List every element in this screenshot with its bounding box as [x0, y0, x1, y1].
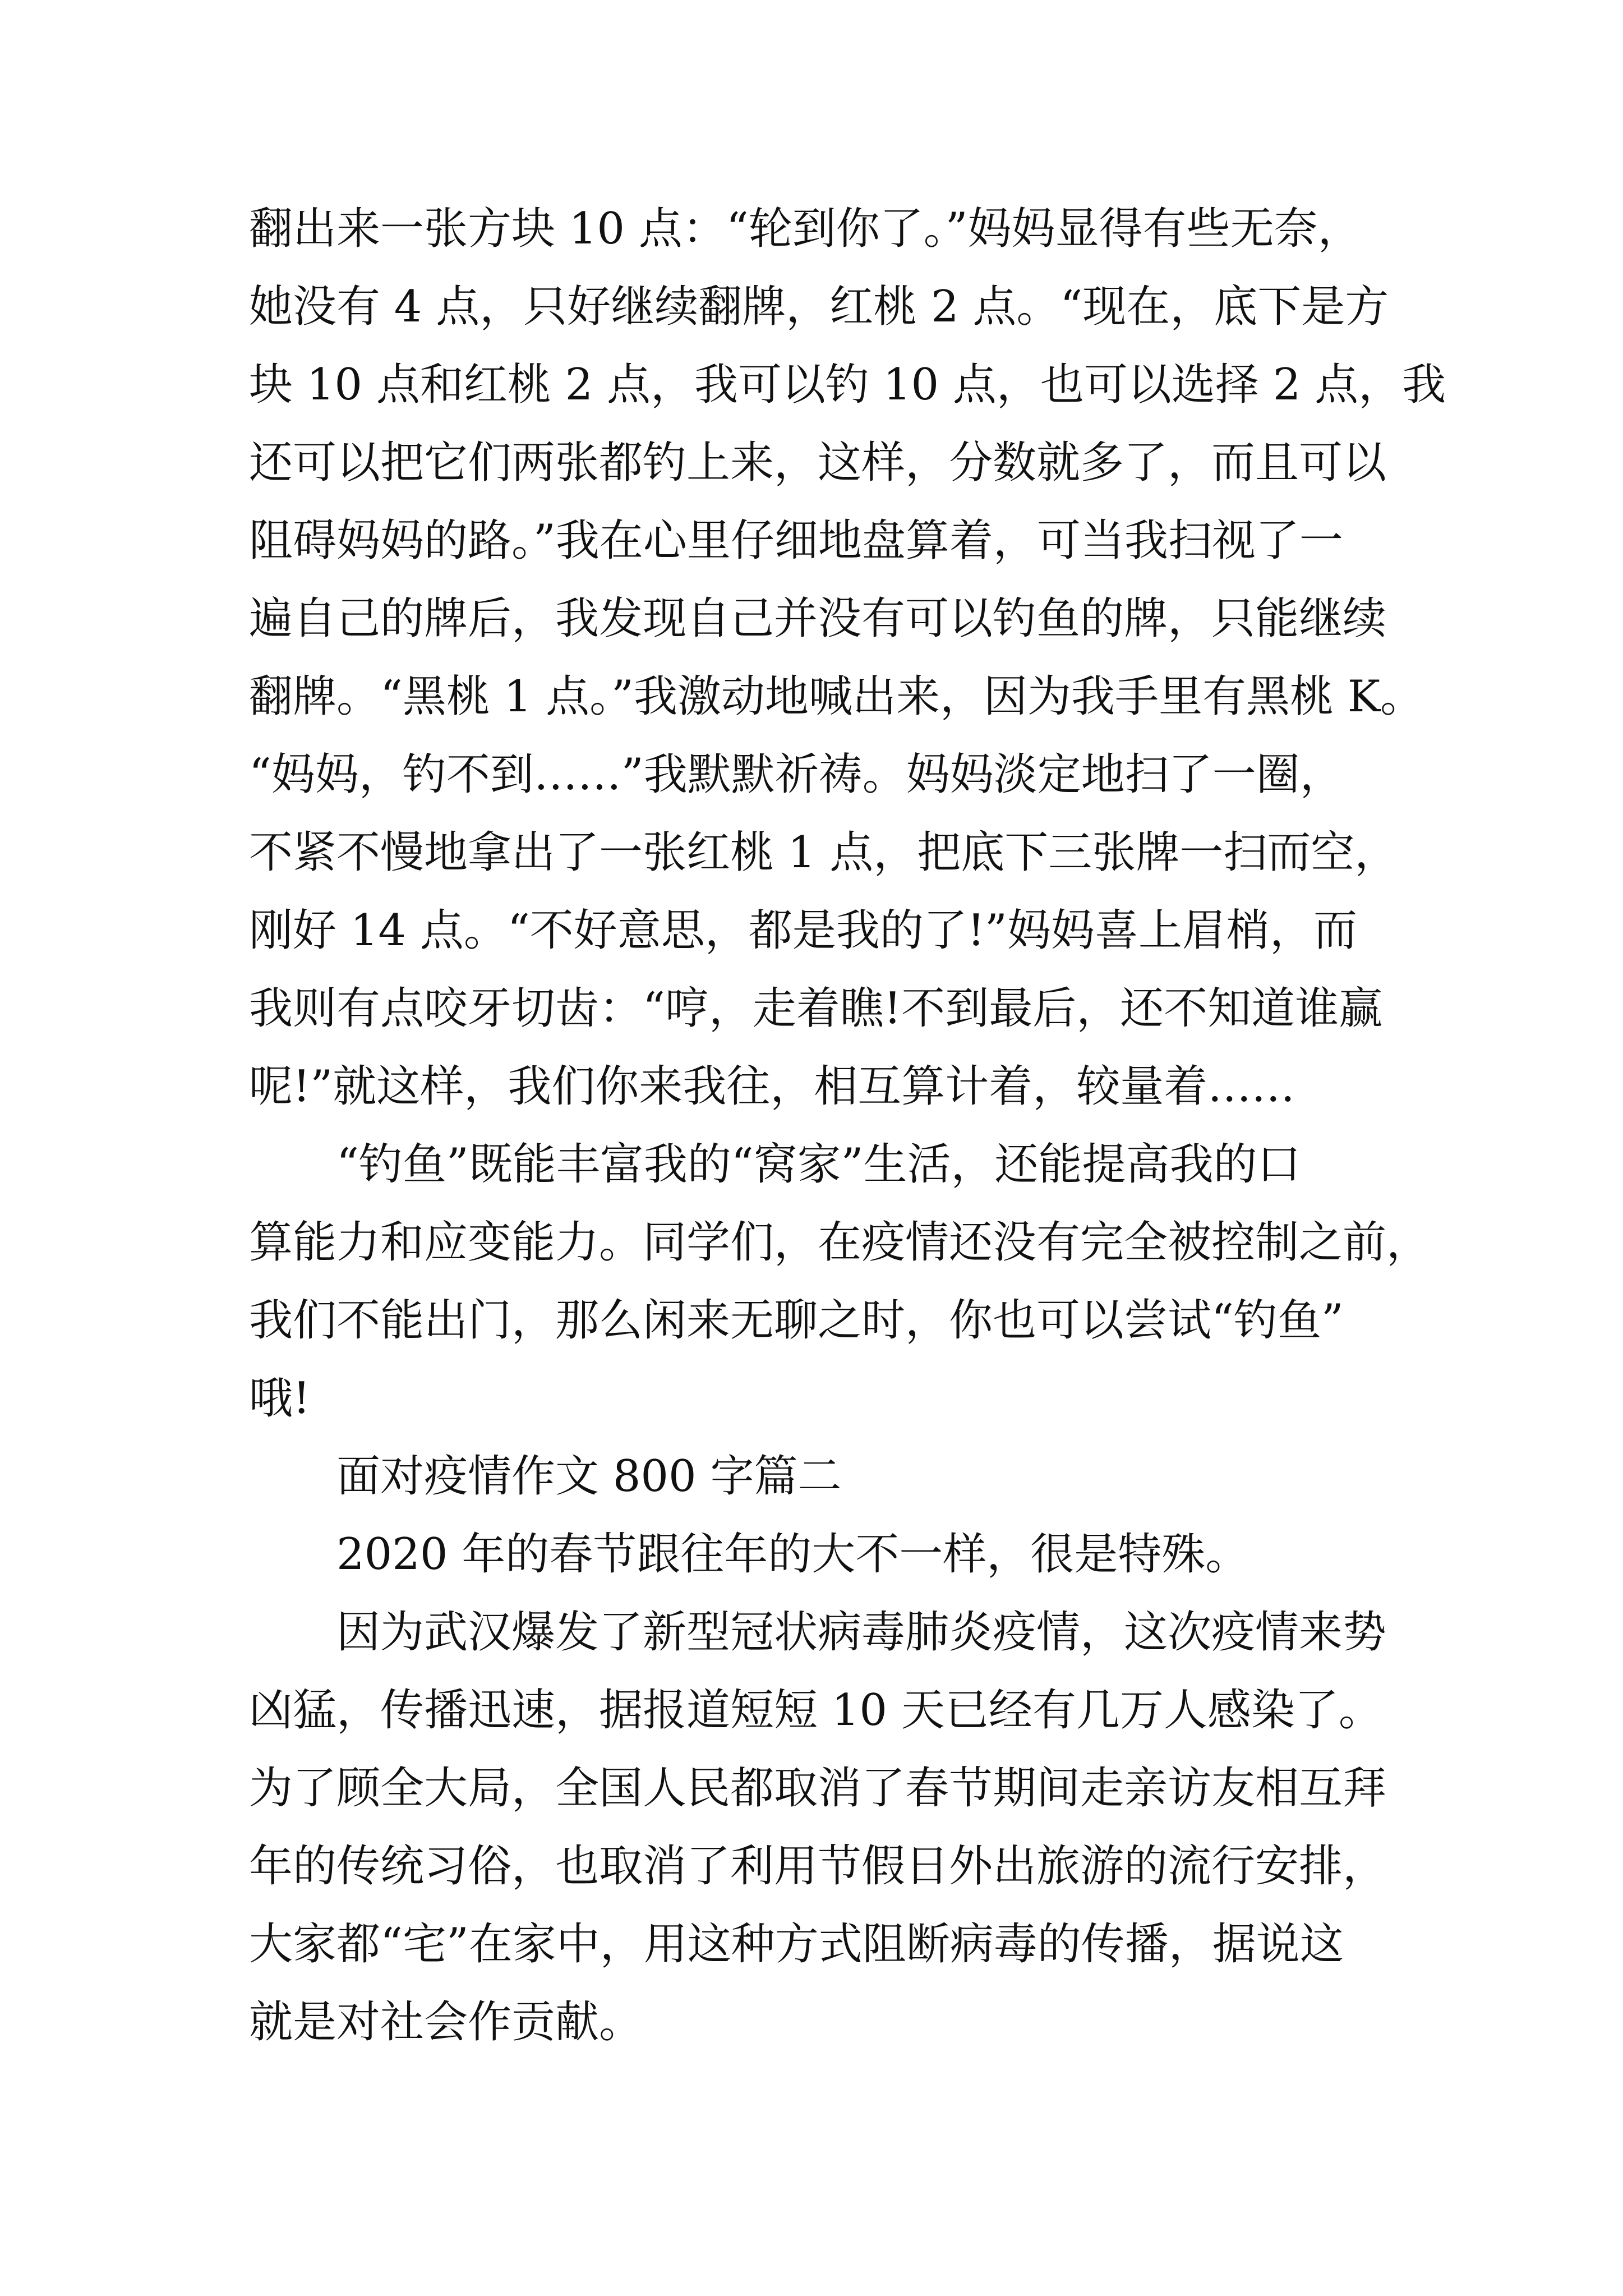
essay-heading: 面对疫情作文 800 字篇二: [336, 1451, 842, 1502]
essay-line: 因为武汉爆发了新型冠状病毒肺炎疫情，这次疫情来势: [336, 1607, 1387, 1658]
body-line: 翻出来一张方块 10 点：“轮到你了。”妈妈显得有些无奈，: [249, 204, 1362, 254]
body-line: 还可以把它们两张都钓上来，这样，分数就多了，而且可以: [249, 438, 1387, 488]
body-line: 我则有点咬牙切齿：“哼，走着瞧!不到最后，还不知道谁赢: [249, 983, 1383, 1034]
essay-line: 凶猛，传播迅速，据报道短短 10 天已经有几万人感染了。: [249, 1685, 1382, 1736]
essay-line: 年的传统习俗，也取消了利用节假日外出旅游的流行安排，: [249, 1841, 1387, 1892]
body-line: 遍自己的牌后，我发现自己并没有可以钓鱼的牌，只能继续: [249, 593, 1387, 644]
body-line: 呢!”就这样，我们你来我往，相互算计着，较量着……: [249, 1061, 1295, 1112]
conclusion-line: 哦!: [249, 1373, 311, 1424]
body-line: 块 10 点和红桃 2 点，我可以钓 10 点，也可以选择 2 点，我: [249, 360, 1446, 410]
body-line: “妈妈，钓不到……”我默默祈祷。妈妈淡定地扫了一圈，: [249, 749, 1344, 800]
body-line: 刚好 14 点。“不好意思，都是我的了!”妈妈喜上眉梢，而: [249, 905, 1357, 956]
conclusion-line: 算能力和应变能力。同学们，在疫情还没有完全被控制之前，: [249, 1217, 1431, 1268]
body-line: 翻牌。“黑桃 1 点。”我激动地喊出来，因为我手里有黑桃 K。: [249, 671, 1424, 722]
body-line: 她没有 4 点，只好继续翻牌，红桃 2 点。“现在，底下是方: [249, 282, 1389, 332]
conclusion-line: “钓鱼”既能丰富我的“窝家”生活，还能提高我的口: [336, 1139, 1301, 1190]
essay-intro: 2020 年的春节跟往年的大不一样，很是特殊。: [336, 1529, 1249, 1580]
conclusion-line: 我们不能出门，那么闲来无聊之时，你也可以尝试“钓鱼”: [249, 1295, 1344, 1346]
essay-line: 就是对社会作贡献。: [249, 1997, 643, 2047]
essay-line: 大家都“宅”在家中，用这种方式阻断病毒的传播，据说这: [249, 1919, 1344, 1970]
essay-line: 为了顾全大局，全国人民都取消了春节期间走亲访友相互拜: [249, 1763, 1387, 1814]
body-line: 阻碍妈妈的路。”我在心里仔细地盘算着，可当我扫视了一: [249, 516, 1343, 566]
body-line: 不紧不慢地拿出了一张红桃 1 点，把底下三张牌一扫而空，: [249, 827, 1399, 878]
